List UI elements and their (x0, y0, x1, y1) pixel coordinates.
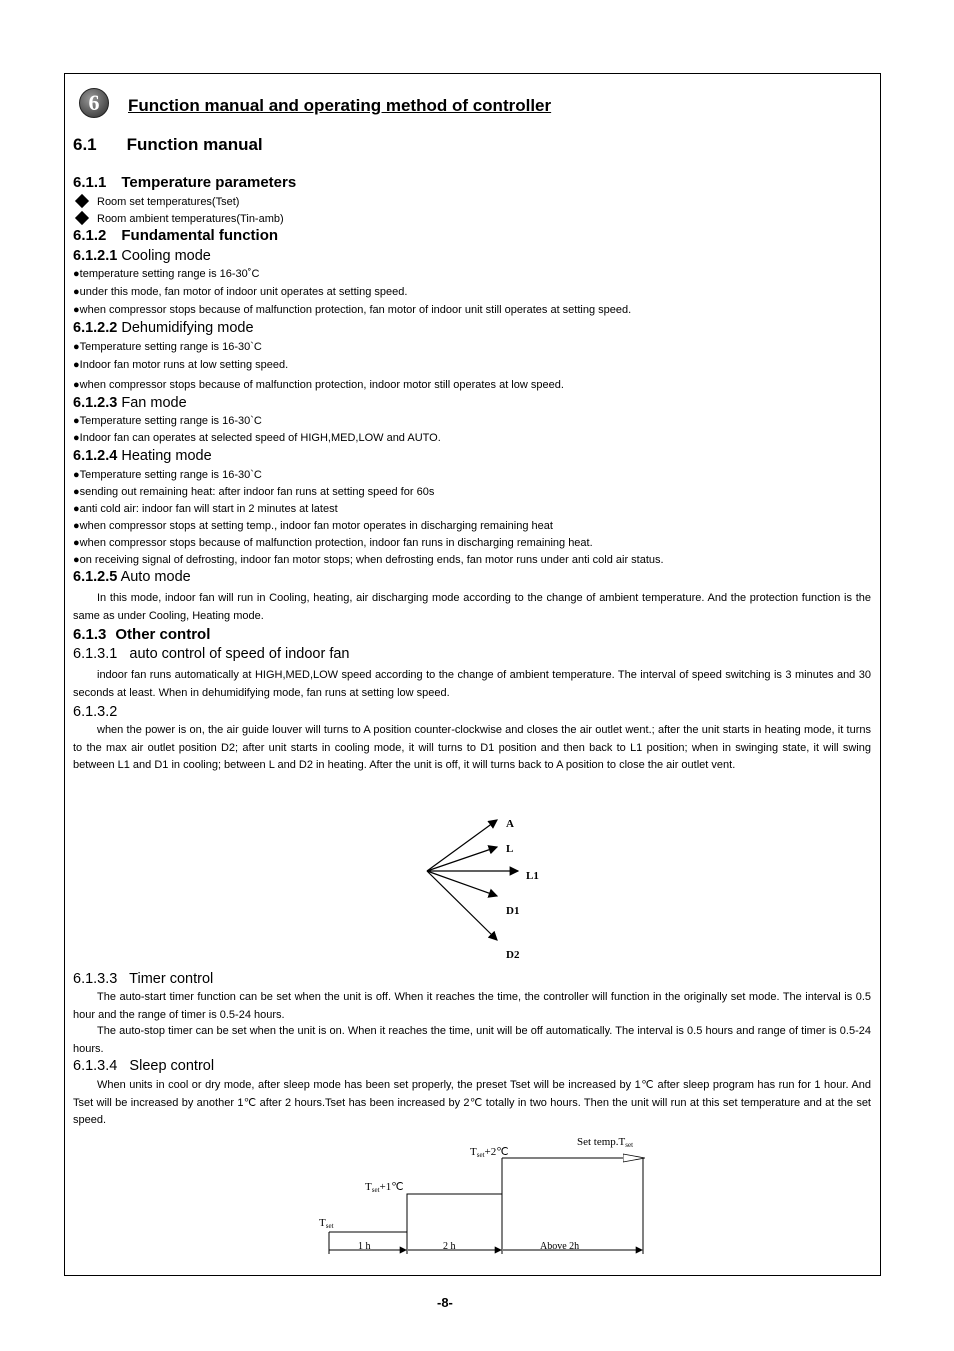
interval-label-2h: 2 h (443, 1241, 456, 1252)
label-d1: D1 (506, 905, 520, 917)
heading-6-1 (73, 135, 263, 155)
heading-text: Fundamental function (121, 227, 279, 244)
list-item: ●Indoor fan can operates at selected speed of HIGH,MED,LOW and AUTO. (73, 432, 441, 444)
sleep-paragraph: When units in cool or dry mode, after sleep mode has been set properly, the preset Tset will be increased by 1℃ after sleep program has run for 1 hour. And Tset will be increased by another 1℃ after 2 hours.Tset has been increased by 2℃ totally in two hours. Then the unit will run at this set temperature and at the set speed. (73, 1079, 871, 1126)
heading-cooling-mode: 6.1.2.1 Cooling mode (73, 248, 211, 264)
list-item: Room set temperatures(Tset) (77, 196, 239, 208)
label-a: A (506, 818, 514, 830)
heading-6-1-1 (73, 174, 296, 191)
heading-6-1-3-1: 6.1.3.1 auto control of speed of indoor fan (73, 646, 350, 662)
arrow-l (427, 847, 497, 871)
heading-dehumidifying-mode: 6.1.2.2 Dehumidifying mode (73, 320, 254, 336)
heading-num: 6.1.1 (73, 174, 107, 191)
list-item: ●anti cold air: indoor fan will start in 2 minutes at latest (73, 503, 338, 515)
heading-auto-mode: 6.1.2.5 Auto mode (73, 569, 191, 585)
label-l1: L1 (526, 870, 539, 882)
arrow-d1 (427, 871, 497, 896)
heading-text: Temperature parameters (121, 174, 297, 191)
list-item: ●Indoor fan motor runs at low setting speed. (73, 359, 289, 371)
section-number-badge: 6 (79, 88, 109, 118)
timer-paragraph-2: The auto-stop timer can be set when the unit is on. When it reaches the time, unit will be off automatically. The interval is 0.5 hours and range of timer is 0.5-24 hours. (73, 1025, 871, 1055)
arrow-a (427, 820, 497, 871)
list-item: ●when compressor stops at setting temp., indoor fan motor operates in discharging remaining heat (73, 520, 553, 532)
list-item: ●Temperature setting range is 16-30`C (73, 415, 262, 427)
list-item: Room ambient temperatures(Tin-amb) (77, 213, 284, 225)
sleep-control-diagram (315, 1130, 655, 1260)
heading-6-1-2 (73, 227, 278, 244)
louver-paragraph: when the power is on, the air guide louver will turns to A position counter-clockwise and closes the air outlet went.; after the unit starts in heating mode, it turns to the max air outlet position D2; after unit starts in cooling mode, it will turns to D1 position and then back to L1 position; when in swinging state, it will swing between L1 and D1 in cooling; between L and D2 in heating. After the unit is off, it will turns back to A position to close the air outlet vent. (73, 724, 871, 771)
list-item: ●when compressor stops because of malfunction protection, fan motor of indoor unit still operates at setting speed. (73, 304, 632, 316)
label-l: L (506, 843, 514, 855)
page-number: -8- (437, 1295, 453, 1310)
heading-6-1-3 (73, 626, 210, 643)
list-item: ●Temperature setting range is 16-30`C (73, 341, 262, 353)
timer-paragraph-1: The auto-start timer function can be set when the unit is off. When it reaches the time, the controller will function in the originally set mode. The interval is 0.5 hour and the range of timer is 0.5-24 hours. (73, 991, 871, 1021)
interval-label-above-2h: Above 2h (540, 1241, 580, 1252)
heading-heating-mode: 6.1.2.4 Heating mode (73, 448, 212, 464)
list-item: ●sending out remaining heat: after indoor fan runs at setting speed for 60s (73, 486, 435, 498)
diamond-bullet-icon (75, 211, 89, 225)
list-item: ●when compressor stops because of malfunction protection, indoor motor still operates at low speed. (73, 379, 564, 391)
heading-num: 6.1 (73, 135, 97, 154)
louver-position-diagram (420, 810, 550, 970)
heading-num: 6.1.2 (73, 227, 107, 244)
list-item: ●on receiving signal of defrosting, indoor fan motor stops; when defrosting ends, fan motor runs under anti cold air status. (73, 554, 664, 566)
heading-text: Function manual (126, 135, 263, 154)
heading-6-1-3-4: 6.1.3.4 Sleep control (73, 1058, 215, 1074)
heading-6-1-3-3: 6.1.3.3 Timer control (73, 971, 214, 987)
list-item: ●under this mode, fan motor of indoor unit operates at setting speed. (73, 286, 408, 298)
interval-label-1h: 1 h (358, 1241, 371, 1252)
auto-mode-paragraph: In this mode, indoor fan will run in Cooling, heating, air discharging mode according to the change of ambient temperature. And the protection function is the same as under Cooling, Heating mode. (73, 592, 871, 622)
heading-num: 6.1.3 (73, 626, 107, 643)
list-item: ●when compressor stops because of malfunction protection, indoor fan runs in discharging remaining heat. (73, 537, 593, 549)
list-item: ●Temperature setting range is 16-30`C (73, 469, 262, 481)
fan-speed-paragraph: indoor fan runs automatically at HIGH,MED,LOW speed according to the change of ambient temperature. The interval of speed switching is 3 minutes and 30 seconds at least. When in dehumidifying mode, fan runs at setting low speed. (73, 669, 871, 699)
tset-plus-1-label: Tset+1℃ (365, 1181, 404, 1194)
diamond-bullet-icon (75, 194, 89, 208)
tset-label: Tset (319, 1217, 334, 1230)
list-item: ●temperature setting range is 16-30˚C (73, 268, 260, 280)
arrow-d2 (427, 871, 497, 940)
step-line (329, 1158, 502, 1232)
tset-plus-2-label: Tset+2℃ (470, 1146, 509, 1159)
heading-text: Other control (115, 626, 211, 643)
label-d2: D2 (506, 949, 520, 961)
heading-fan-mode: 6.1.2.3 Fan mode (73, 395, 187, 411)
set-temp-label: Set temp.Tset (577, 1136, 634, 1149)
section-title: Function manual and operating method of controller (128, 96, 552, 115)
heading-6-1-3-2: 6.1.3.2 (73, 704, 118, 720)
